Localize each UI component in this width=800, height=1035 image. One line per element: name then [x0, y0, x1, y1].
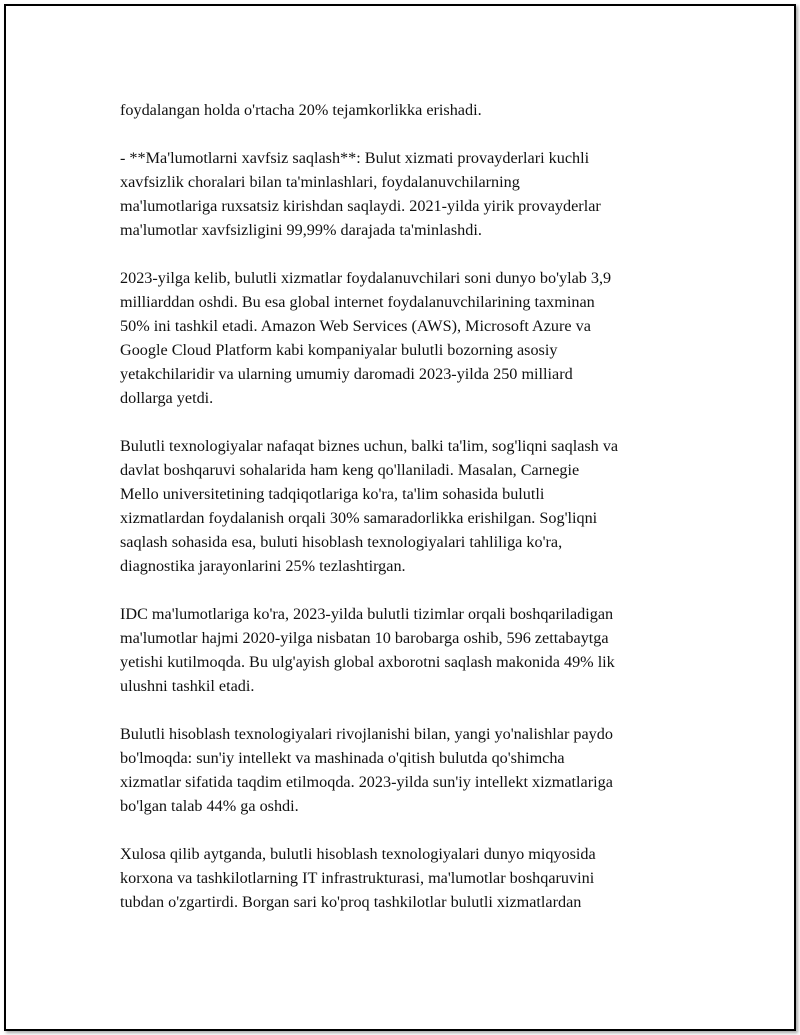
document-body [120, 98, 710, 938]
paragraph-ai-trends: Bulutli hisoblash texnologiyalari rivojlanishi bilan, yangi yo'nalishlar paydo bo'lmoqda: sun'iy intellekt va mashinada o'qitish bulutda qo'shimcha xizmatlar sifatida taqdim etilmoqda. 2023-yilda sun'iy intellekt xizmatlariga bo'lgan talab 44% ga oshdi. [120, 725, 613, 815]
paragraph-savings-continuation: foydalangan holda o'rtacha 20% tejamkorlikka erishadi. [120, 101, 482, 119]
paragraph-sector-applications: Bulutli texnologiyalar nafaqat biznes uchun, balki ta'lim, sog'liqni saqlash va davlat boshqaruvi sohalarida ham keng qo'llaniladi. Masalan, Carnegie Mello universitetining tadqiqotlariga ko'ra, ta'lim sohasida bulutli xizmatlardan foydalanish orqali 30% samaradorlikka erishilgan. Sog'liqni saqlash sohasida esa, buluti hisoblash texnologiyalari tahliliga ko'ra, diagnostika jarayonlarini 25% tezlashtirgan. [120, 437, 619, 575]
paragraph-data-security: - **Ma'lumotlarni xavfsiz saqlash**: Bulut xizmati provayderlari kuchli xavfsizlik choralari bilan ta'minlashlari, foydalanuvchilarning ma'lumotlariga ruxsatsiz kirishdan saqlaydi. 2021-yilda yirik provayderlar ma'lumotlar xavfsizligini 99,99% darajada ta'minlashdi. [120, 149, 601, 239]
document-page [4, 4, 796, 1031]
paragraph-idc-data-volume: IDC ma'lumotlariga ko'ra, 2023-yilda bulutli tizimlar orqali boshqariladigan ma'lumotlar hajmi 2020-yilga nisbatan 10 barobarga oshib, 596 zettabaytga yetishi kutilmoqda. Bu ulg'ayish global axborotni saqlash makonida 49% lik ulushni tashkil etadi. [120, 605, 615, 695]
paragraph-conclusion: Xulosa qilib aytganda, bulutli hisoblash texnologiyalari dunyo miqyosida korxona va tashkilotlarning IT infrastrukturasi, ma'lumotlar boshqaruvini tubdan o'zgartirdi. Borgan sari ko'proq tashkilotlar bulutli xizmatlardan [120, 845, 596, 911]
paragraph-user-statistics: 2023-yilga kelib, bulutli xizmatlar foydalanuvchilari soni dunyo bo'ylab 3,9 milliarddan oshdi. Bu esa global internet foydalanuvchilarining taxminan 50% ini tashkil etadi. Amazon Web Services (AWS), Microsoft Azure va Google Cloud Platform kabi kompaniyalar bulutli bozorning asosiy yetakchilaridir va ularning umumiy daromadi 2023-yilda 250 milliard dollarga yetdi. [120, 269, 612, 407]
